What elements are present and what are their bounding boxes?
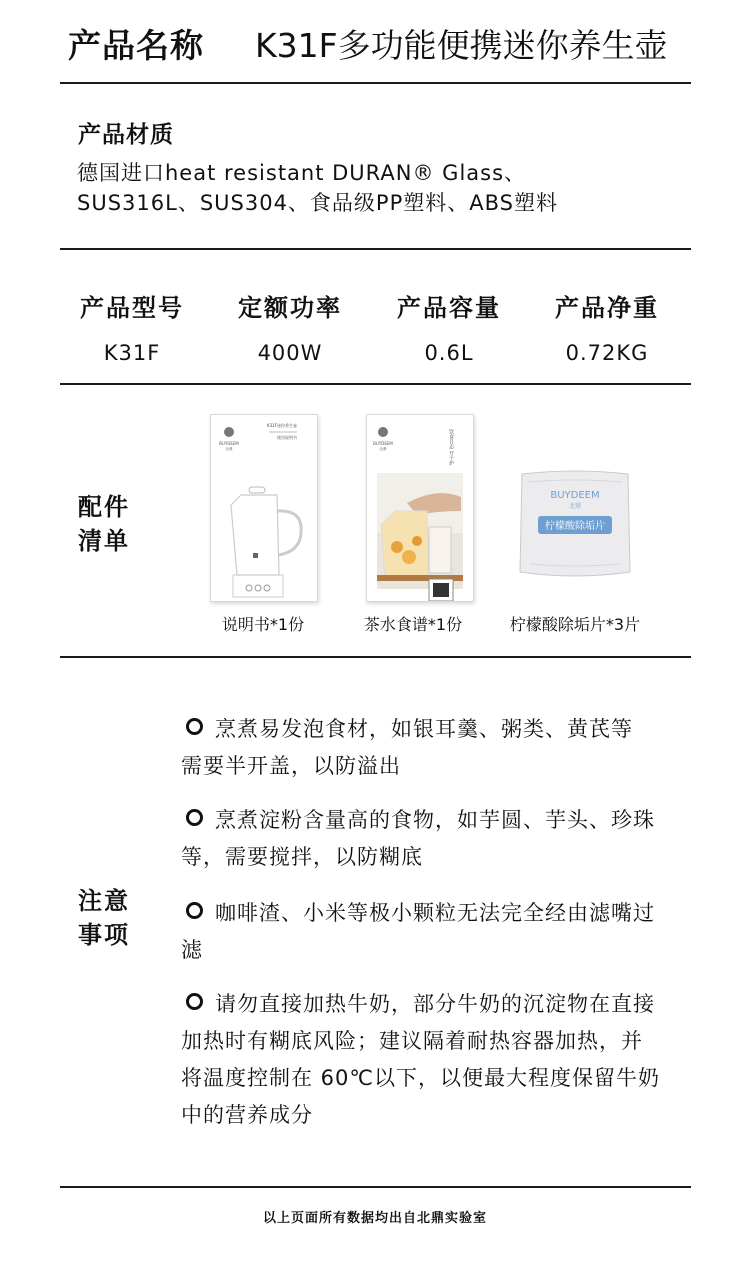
material-line-2: SUS316L、SUS304、食品级PP塑料、ABS塑料 bbox=[77, 191, 558, 215]
spec-value: 400W bbox=[257, 341, 323, 365]
svg-text:BUYDEEM: BUYDEEM bbox=[219, 441, 239, 446]
divider bbox=[60, 82, 691, 84]
svg-text:北鼎: 北鼎 bbox=[225, 447, 233, 451]
note-line: 等，需要搅拌，以防糊底 bbox=[181, 845, 423, 869]
note-line: 烹煮淀粉含量高的食物，如芋圆、芋头、珍珠 bbox=[215, 808, 655, 832]
notes-heading-line2: 事项 bbox=[78, 921, 130, 949]
material-heading: 产品材质 bbox=[78, 122, 174, 148]
accessories-heading bbox=[78, 490, 130, 558]
svg-text:BUYDEEM: BUYDEEM bbox=[550, 490, 600, 501]
note-item bbox=[181, 986, 691, 1134]
divider bbox=[60, 656, 691, 658]
spec-label: 定额功率 bbox=[238, 294, 342, 322]
spec-label: 产品净重 bbox=[555, 294, 659, 322]
note-line: 咖啡渣、小米等极小颗粒无法完全经由滤嘴过 bbox=[215, 901, 655, 925]
footer-note: 以上页面所有数据均出自北鼎实验室 bbox=[262, 1211, 487, 1226]
product-name-row bbox=[68, 14, 708, 70]
manual-illustration bbox=[211, 415, 317, 601]
recipe-booklet-image bbox=[366, 414, 474, 602]
descaler-packet-image bbox=[516, 468, 634, 584]
accessory-label: 柠檬酸除垢片*3片 bbox=[509, 615, 641, 634]
bullet-icon bbox=[186, 993, 203, 1010]
note-line: 加热时有糊底风险；建议隔着耐热容器加热，并 bbox=[181, 1029, 643, 1053]
accessory-label: 说明书*1份 bbox=[221, 615, 305, 634]
spec-capacity bbox=[374, 288, 524, 365]
bullet-icon bbox=[186, 718, 203, 735]
accessories-heading-line2: 清单 bbox=[78, 527, 130, 555]
product-name-label: 产品名称 bbox=[68, 26, 204, 65]
svg-text:北鼎: 北鼎 bbox=[379, 447, 387, 451]
spec-value: 0.72KG bbox=[565, 341, 649, 365]
accessory-label: 茶水食谱*1份 bbox=[363, 615, 463, 634]
note-line: 烹煮易发泡食材，如银耳羹、粥类、黄芪等 bbox=[215, 717, 633, 741]
note-item bbox=[181, 802, 691, 876]
product-name-value: K31F多功能便携迷你养生壶 bbox=[255, 26, 668, 65]
note-line: 需要半开盖，以防溢出 bbox=[181, 754, 401, 778]
divider bbox=[60, 1186, 691, 1188]
svg-text:K31F迷你养生壶: K31F迷你养生壶 bbox=[266, 423, 297, 428]
note-line: 中的营养成分 bbox=[181, 1103, 313, 1127]
note-item bbox=[181, 895, 691, 969]
spec-model bbox=[57, 288, 207, 365]
svg-text:柠檬酸除垢片: 柠檬酸除垢片 bbox=[545, 521, 605, 532]
spec-label: 产品型号 bbox=[80, 294, 184, 322]
notes-heading bbox=[78, 884, 130, 952]
notes-heading-line1: 注意 bbox=[78, 887, 130, 915]
accessories-heading-line1: 配件 bbox=[78, 493, 130, 521]
recipe-illustration bbox=[367, 415, 473, 601]
note-line: 滤 bbox=[181, 938, 203, 962]
material-line-1: 德国进口heat resistant DURAN® Glass、 bbox=[77, 161, 527, 185]
spec-weight bbox=[532, 288, 682, 365]
svg-text:BUYDEEM: BUYDEEM bbox=[373, 441, 393, 446]
spec-label: 产品容量 bbox=[397, 294, 501, 322]
bullet-icon bbox=[186, 902, 203, 919]
spec-value: 0.6L bbox=[424, 341, 474, 365]
svg-text:使用说明书: 使用说明书 bbox=[277, 435, 297, 440]
manual-booklet-image bbox=[210, 414, 318, 602]
note-item bbox=[181, 711, 691, 785]
descaler-packet-illustration bbox=[516, 468, 634, 584]
spec-value: K31F bbox=[103, 341, 161, 365]
bullet-icon bbox=[186, 809, 203, 826]
divider bbox=[60, 383, 691, 385]
note-line: 将温度控制在 60℃以下，以便最大程度保留牛奶 bbox=[181, 1066, 660, 1090]
note-line: 请勿直接加热牛奶，部分牛奶的沉淀物在直接 bbox=[215, 992, 655, 1016]
svg-text:北鼎: 北鼎 bbox=[568, 503, 582, 510]
divider bbox=[60, 248, 691, 250]
spec-power bbox=[215, 288, 365, 365]
svg-text:饮食日志 开个炉: 饮食日志 开个炉 bbox=[448, 429, 454, 466]
